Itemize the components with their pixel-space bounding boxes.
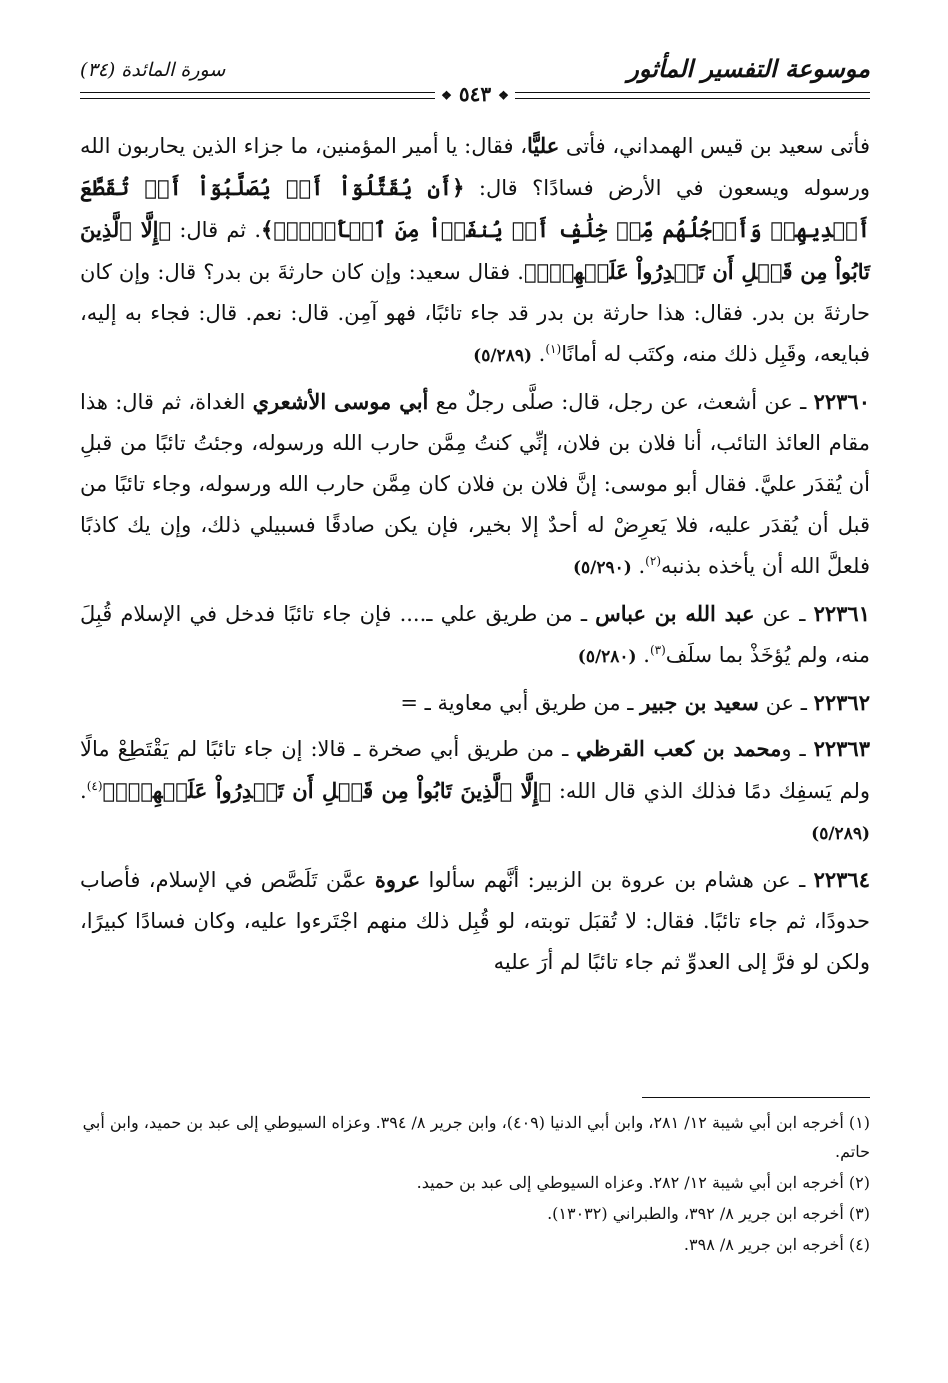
ornament-icon: ❖ xyxy=(498,88,509,103)
text-run: ـ عن أشعث، عن رجل، قال: صلَّى رجلٌ مع xyxy=(428,390,814,414)
quran-verse: ﴿إِلَّا ٱلَّذِينَ تَابُواْ مِن قَبۡلِ أَن تَقۡدِرُواْ عَلَيۡهِمۡۖ﴾ xyxy=(80,217,870,284)
text-run: ـ من طريق أبي معاوية ـ = xyxy=(400,691,641,715)
text-run: ، فقال: يا أمير المؤمنين، ما جزاء الذين يحاربون الله ورسوله ويسعون في الأرض فسادًا؟ قال: xyxy=(80,134,870,200)
main-text xyxy=(80,125,870,987)
narrator-name: أبي موسى الأشعري xyxy=(252,389,429,414)
narrator-name: عروة xyxy=(374,867,421,892)
narration-22361: ٢٢٣٦١ ـ عن عبد الله بن عباس ـ من طريق علي ـ.... فإن جاء تائبًا فدخل في الإسلام قُبِلَ منه، ولم يُؤخَذْ بما سلَف$^{(٣)}$. (٥/٢٨٠) xyxy=(80,601,870,667)
narrator-name: سعيد بن جبير xyxy=(640,690,759,715)
quran-verse: ﴿أَن يُقَتَّلُوٓاْ أَوۡ يُصَلَّبُوٓاْ أَوۡ تُقَطَّعَ أَيۡدِيهِمۡ وَأَرۡجُلُهُم مِّنۡ خِلَٰفٍ أَوۡ يُنفَوۡاْ مِنَ ٱلۡأَرۡضِۚ﴾ xyxy=(80,175,871,242)
header-rule xyxy=(80,82,870,106)
footnote-marker[interactable]: (٣) xyxy=(649,643,666,657)
footnote-marker[interactable]: (٤) xyxy=(86,779,103,793)
narrator-name: محمد بن كعب القرظي xyxy=(576,736,782,761)
narration-number: ٢٢٣٦٤ xyxy=(813,867,870,892)
text-run: فأتى سعيد بن قيس الهمداني، فأتى xyxy=(559,134,870,158)
text-run: ـ و xyxy=(781,737,814,761)
footnote-4: (٤) أخرجه ابن جرير ٨/ ٣٩٨. xyxy=(683,1235,870,1254)
footnote-marker[interactable]: (١) xyxy=(545,342,562,356)
volume-reference: (٥/٢٨٩) xyxy=(473,346,532,366)
text-run: ـ عن هشام بن عروة بن الزبير: أنَّهم سألوا xyxy=(420,868,814,892)
narrator-name: عليًّا xyxy=(527,133,560,158)
quran-verse: ﴿إِلَّا ٱلَّذِينَ تَابُواْ مِن قَبۡلِ أَن تَقۡدِرُواْ عَلَيۡهِمۡۖ﴾ xyxy=(102,778,552,803)
header-rule-right xyxy=(515,92,870,99)
narration-number: ٢٢٣٦١ xyxy=(813,601,870,626)
book-title: موسوعة التفسير المأثور xyxy=(627,54,870,83)
narration-number: ٢٢٣٦٣ xyxy=(813,736,870,761)
paragraph-continuation: فأتى سعيد بن قيس الهمداني، فأتى عليًّا، فقال: يا أمير المؤمنين، ما جزاء الذين يحاربون الله ورسوله ويسعون في الأرض فسادًا؟ قال: ﴿أَن يُقَتَّلُوٓاْ أَوۡ يُصَلَّبُوٓاْ أَوۡ تُقَطَّعَ أَيۡدِيهِمۡ وَأَرۡجُلُهُم مِّنۡ خِلَٰفٍ أَوۡ يُنفَوۡاْ مِنَ ٱلۡأَرۡضِۚ﴾. ثم قال: ﴿إِلَّا ٱلَّذِينَ تَابُواْ مِن قَبۡلِ أَن تَقۡدِرُواْ عَلَيۡهِمۡۖ﴾. فقال سعيد: وإن كان حارثةَ بن بدر؟ قال: وإن كان حارثةَ بن بدر. فقال: هذا حارثة بن بدر قد جاء تائبًا، فهو آمِن. قال: نعم. قال: فجاء به إليه، فبايعه، وقَبِل ذلك منه، وكتَب له أمانًا$^{(١)}$. (٥/٢٨٩) xyxy=(80,133,871,366)
narration-22360: ٢٢٣٦٠ ـ عن أشعث، عن رجل، قال: صلَّى رجلٌ مع أبي موسى الأشعري الغداة، ثم قال: هذا مقام العائذ التائب، أنا فلان بن فلان، إنِّي كنتُ مِمَّن حارب الله ورسوله، وجئتُ تائبًا من قبلِ أن يُقدَر عليَّ. فقال أبو موسى: إنَّ فلان بن فلان كان مِمَّن حارب الله ورسوله، وجاء تائبًا من قبل أن يُقدَر عليه، فلا يَعرِضْ له أحدٌ إلا بخير، فإن يكن صادقًا فسبيلي ذلك، وإن يك كاذبًا فلعلَّ الله أن يأخذه بذنبه$^{(٢)}$. (٥/٢٩٠) xyxy=(80,389,871,578)
narrator-name: عبد الله بن عباس xyxy=(595,601,755,626)
narration-number: ٢٢٣٦٢ xyxy=(813,690,870,715)
text-run: عمَّن تَلَصَّص في الإسلام، فأصاب حدودًا، ثم جاء تائبًا. فقال: لا تُقبَل توبته، لو قُبِل ذلك منهم اجْتَرءوا عليه، وكان فسادًا كبيرًا، ولكن لو فرَّ إلى العدوِّ ثم جاء تائبًا لم أرَ عليه xyxy=(80,868,870,974)
page-number-block xyxy=(435,83,515,107)
text-run: . ثم قال: xyxy=(171,218,262,242)
narration-number: ٢٢٣٦٠ xyxy=(813,389,870,414)
text-run: الغداة، ثم قال: هذا مقام العائذ التائب، أنا فلان بن فلان، إنِّي كنتُ مِمَّن حارب الله ورسوله، وجئتُ تائبًا من قبلِ أن يُقدَر عليَّ. فقال أبو موسى: إنَّ فلان بن فلان كان مِمَّن حارب الله ورسوله، وجاء تائبًا من قبل أن يُقدَر عليه، فلا يَعرِضْ له أحدٌ إلا بخير، فإن يكن صادقًا فسبيلي ذلك، وإن يك كاذبًا فلعلَّ الله أن يأخذه بذنبه xyxy=(80,390,871,578)
page-header xyxy=(80,52,870,86)
text-run: ـ من طريق علي ـ.... فإن جاء تائبًا فدخل في الإسلام قُبِلَ منه، ولم يُؤخَذْ بما سلَف xyxy=(80,602,870,667)
volume-reference: (٥/٢٨٠) xyxy=(577,647,637,667)
footnotes xyxy=(80,1108,870,1261)
footnote-1: (١) أخرجه ابن أبي شيبة ١٢/ ٢٨١، وابن أبي الدنيا (٤٠٩)، وابن جرير ٨/ ٣٩٤. وعزاه السيوطي إلى عبد بن حميد، وابن أبي حاتم. xyxy=(82,1113,870,1161)
narration-22364 xyxy=(80,859,870,983)
text-run: ـ عن xyxy=(754,602,814,626)
footnote-divider xyxy=(642,1097,870,1098)
text-run: ـ من طريق أبي صخرة ـ قالا: إن جاء تائبًا لم يَقْتَطِعْ مالًا ولم يَسفِك دمًا فذلك الذي قال الله: xyxy=(80,737,870,803)
surah-title: سورة المائدة (٣٤) xyxy=(80,59,226,81)
text-run: ـ عن xyxy=(758,691,814,715)
header-rule-left xyxy=(80,92,435,99)
text-run: . فقال سعيد: وإن كان حارثةَ بن بدر؟ قال: وإن كان حارثةَ بن بدر. فقال: هذا حارثة بن بدر قد جاء تائبًا، فهو آمِن. قال: نعم. قال: فجاء به إليه، فبايعه، وقَبِل ذلك منه، وكتَب له أمانًا xyxy=(80,260,870,366)
footnote-2: (٢) أخرجه ابن أبي شيبة ١٢/ ٢٨٢. وعزاه السيوطي إلى عبد بن حميد. xyxy=(416,1173,870,1192)
footnote-marker[interactable]: (٢) xyxy=(645,554,661,568)
ornament-icon: ❖ xyxy=(441,88,452,103)
narration-22363: ٢٢٣٦٣ ـ ومحمد بن كعب القرظي ـ من طريق أبي صخرة ـ قالا: إن جاء تائبًا لم يَقْتَطِعْ مالًا ولم يَسفِك دمًا فذلك الذي قال الله: ﴿إِلَّا ٱلَّذِينَ تَابُواْ مِن قَبۡلِ أَن تَقۡدِرُواْ عَلَيۡهِمۡۖ﴾$^{(٤)}$. (٥/٢٨٩) xyxy=(80,736,870,844)
page-number: ٥٤٣ xyxy=(458,82,492,106)
volume-reference: (٥/٢٨٩) xyxy=(811,824,870,844)
volume-reference: (٥/٢٩٠) xyxy=(572,558,632,578)
footnote-3: (٣) أخرجه ابن جرير ٨/ ٣٩٢، والطبراني (١٣٠٣٢). xyxy=(547,1204,870,1223)
narration-22362 xyxy=(80,682,870,724)
